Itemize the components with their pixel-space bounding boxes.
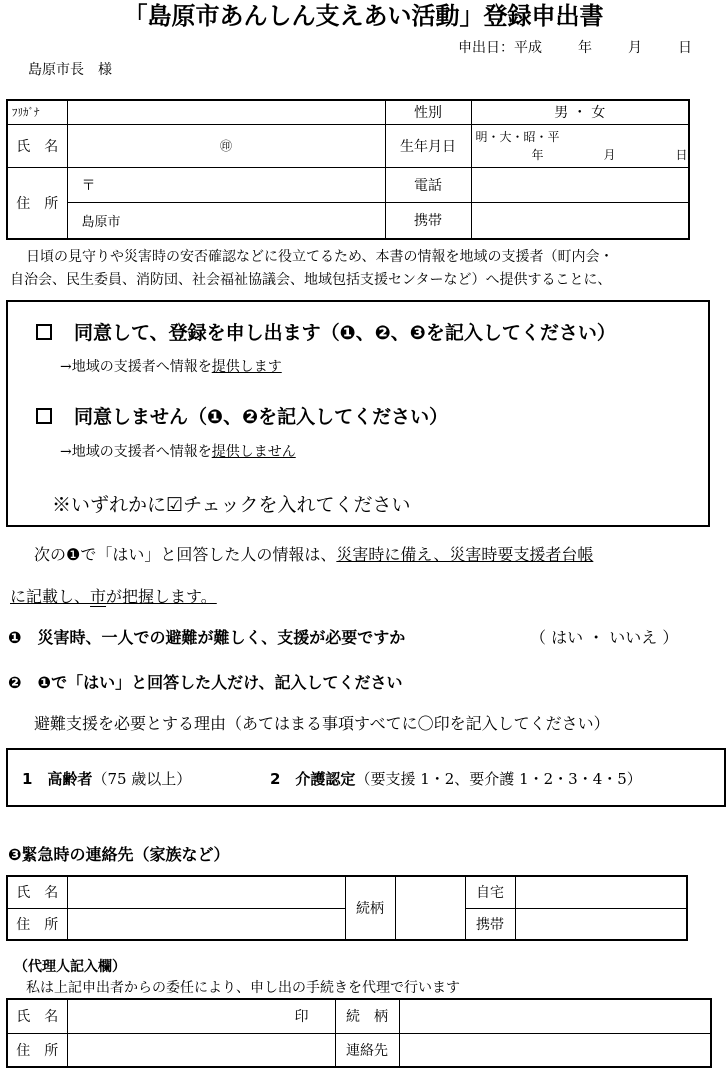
proxy-name-label: 氏 名 xyxy=(7,999,67,1033)
info-paragraph-2: に記載し、市が把握します。 xyxy=(10,587,217,606)
proxy-statement: 私は上記申出者からの委任により、申し出の手続きを代理で行います xyxy=(26,980,460,996)
consent-box xyxy=(6,300,710,527)
proxy-contact-field[interactable] xyxy=(399,1033,711,1067)
emergency-table xyxy=(6,875,688,941)
reason-care[interactable]: 2 介護認定（要支援 1・2、要介護 1・2・3・4・5） xyxy=(270,770,642,788)
date-year: 年 xyxy=(578,40,592,56)
date-label: 申出日：平成 xyxy=(458,40,542,56)
date-month: 月 xyxy=(628,40,642,56)
date-day: 日 xyxy=(678,40,692,56)
name-label: 氏 名 xyxy=(7,124,67,167)
em-address-field[interactable] xyxy=(67,908,345,940)
disagree-sub: →地域の支援者へ情報を提供しません xyxy=(60,444,296,460)
intro-line-2: 自治会、民生委員、消防団、社会福祉協議会、地域包括支援センターなど）へ提供することに、 xyxy=(10,272,612,288)
proxy-address-label: 住 所 xyxy=(7,1033,67,1067)
em-name-label: 氏 名 xyxy=(7,876,67,908)
disagree-label: 同意しません（❶、❷を記入してください） xyxy=(74,406,449,428)
proxy-contact-label: 連絡先 xyxy=(335,1033,399,1067)
agree-sub: →地域の支援者へ情報を提供します xyxy=(60,359,282,375)
em-relation-label: 続柄 xyxy=(345,876,395,940)
reason-instruction: 避難支援を必要とする理由（あてはまる事項すべてに〇印を記入してください） xyxy=(34,714,610,733)
em-name-field[interactable] xyxy=(67,876,345,908)
consent-agree-option[interactable] xyxy=(36,318,616,345)
em-mobile-field[interactable] xyxy=(515,908,687,940)
em-address-label: 住 所 xyxy=(7,908,67,940)
applicant-table xyxy=(6,99,690,240)
proxy-table xyxy=(6,998,712,1068)
page-title: 「島原市あんしん支えあい活動」登録申出書 xyxy=(123,2,604,30)
gender-label: 性別 xyxy=(385,100,471,124)
reasons-box xyxy=(6,748,726,807)
agree-checkbox[interactable] xyxy=(36,324,52,340)
birth-field[interactable] xyxy=(471,124,689,167)
consent-note: ※いずれかに☑チェックを入れてください xyxy=(52,494,411,516)
addressee: 島原市長 様 xyxy=(28,62,112,78)
disagree-checkbox[interactable] xyxy=(36,408,52,424)
date-line xyxy=(458,37,692,57)
furigana-field[interactable] xyxy=(67,100,385,124)
em-home-field[interactable] xyxy=(515,876,687,908)
reason-elderly[interactable]: 1 高齢者（75 歳以上） xyxy=(22,770,192,788)
check-mark-icon: ☑ xyxy=(166,494,184,516)
question-1: ❶ 災害時、一人での避難が難しく、支援が必要ですか xyxy=(8,628,406,647)
info-paragraph-1: 次の❶で「はい」と回答した人の情報は、災害時に備え、災害時要支援者台帳 xyxy=(34,545,594,564)
phone-label: 電話 xyxy=(385,167,471,202)
emergency-heading: ❸緊急時の連絡先（家族など） xyxy=(8,845,230,864)
proxy-name-field[interactable]: 印 xyxy=(67,999,335,1033)
furigana-label: ﾌﾘｶﾞﾅ xyxy=(7,100,67,124)
mobile-field[interactable] xyxy=(471,202,689,239)
phone-field[interactable] xyxy=(471,167,689,202)
proxy-heading: （代理人記入欄） xyxy=(14,959,126,975)
intro-line-1: 日頃の見守りや災害時の安否確認などに役立てるため、本書の情報を地域の支援者（町内会・ xyxy=(26,249,614,265)
proxy-address-field[interactable] xyxy=(67,1033,335,1067)
gender-field[interactable]: 男 ・ 女 xyxy=(471,100,689,124)
question-1-answer[interactable]: （ はい ・ いいえ ） xyxy=(530,628,679,647)
question-2: ❷ ❶で「はい」と回答した人だけ、記入してください xyxy=(8,673,403,692)
city-field[interactable]: 島原市 xyxy=(67,202,385,239)
era-options: 明・大・昭・平 xyxy=(475,129,560,144)
name-field[interactable]: ㊞ xyxy=(67,124,385,167)
agree-label: 同意して、登録を申し出ます（❶、❷、❸を記入してください） xyxy=(74,322,616,344)
em-relation-field[interactable] xyxy=(395,876,465,940)
em-home-label: 自宅 xyxy=(465,876,515,908)
mobile-label: 携帯 xyxy=(385,202,471,239)
birth-label: 生年月日 xyxy=(385,124,471,167)
postal-field[interactable]: 〒 xyxy=(67,167,385,202)
consent-disagree-option[interactable] xyxy=(36,402,448,429)
proxy-relation-field[interactable] xyxy=(399,999,711,1033)
em-mobile-label: 携帯 xyxy=(465,908,515,940)
birth-ymd: 年 月 日 xyxy=(531,147,688,162)
address-label: 住 所 xyxy=(7,167,67,239)
proxy-relation-label: 続 柄 xyxy=(335,999,399,1033)
